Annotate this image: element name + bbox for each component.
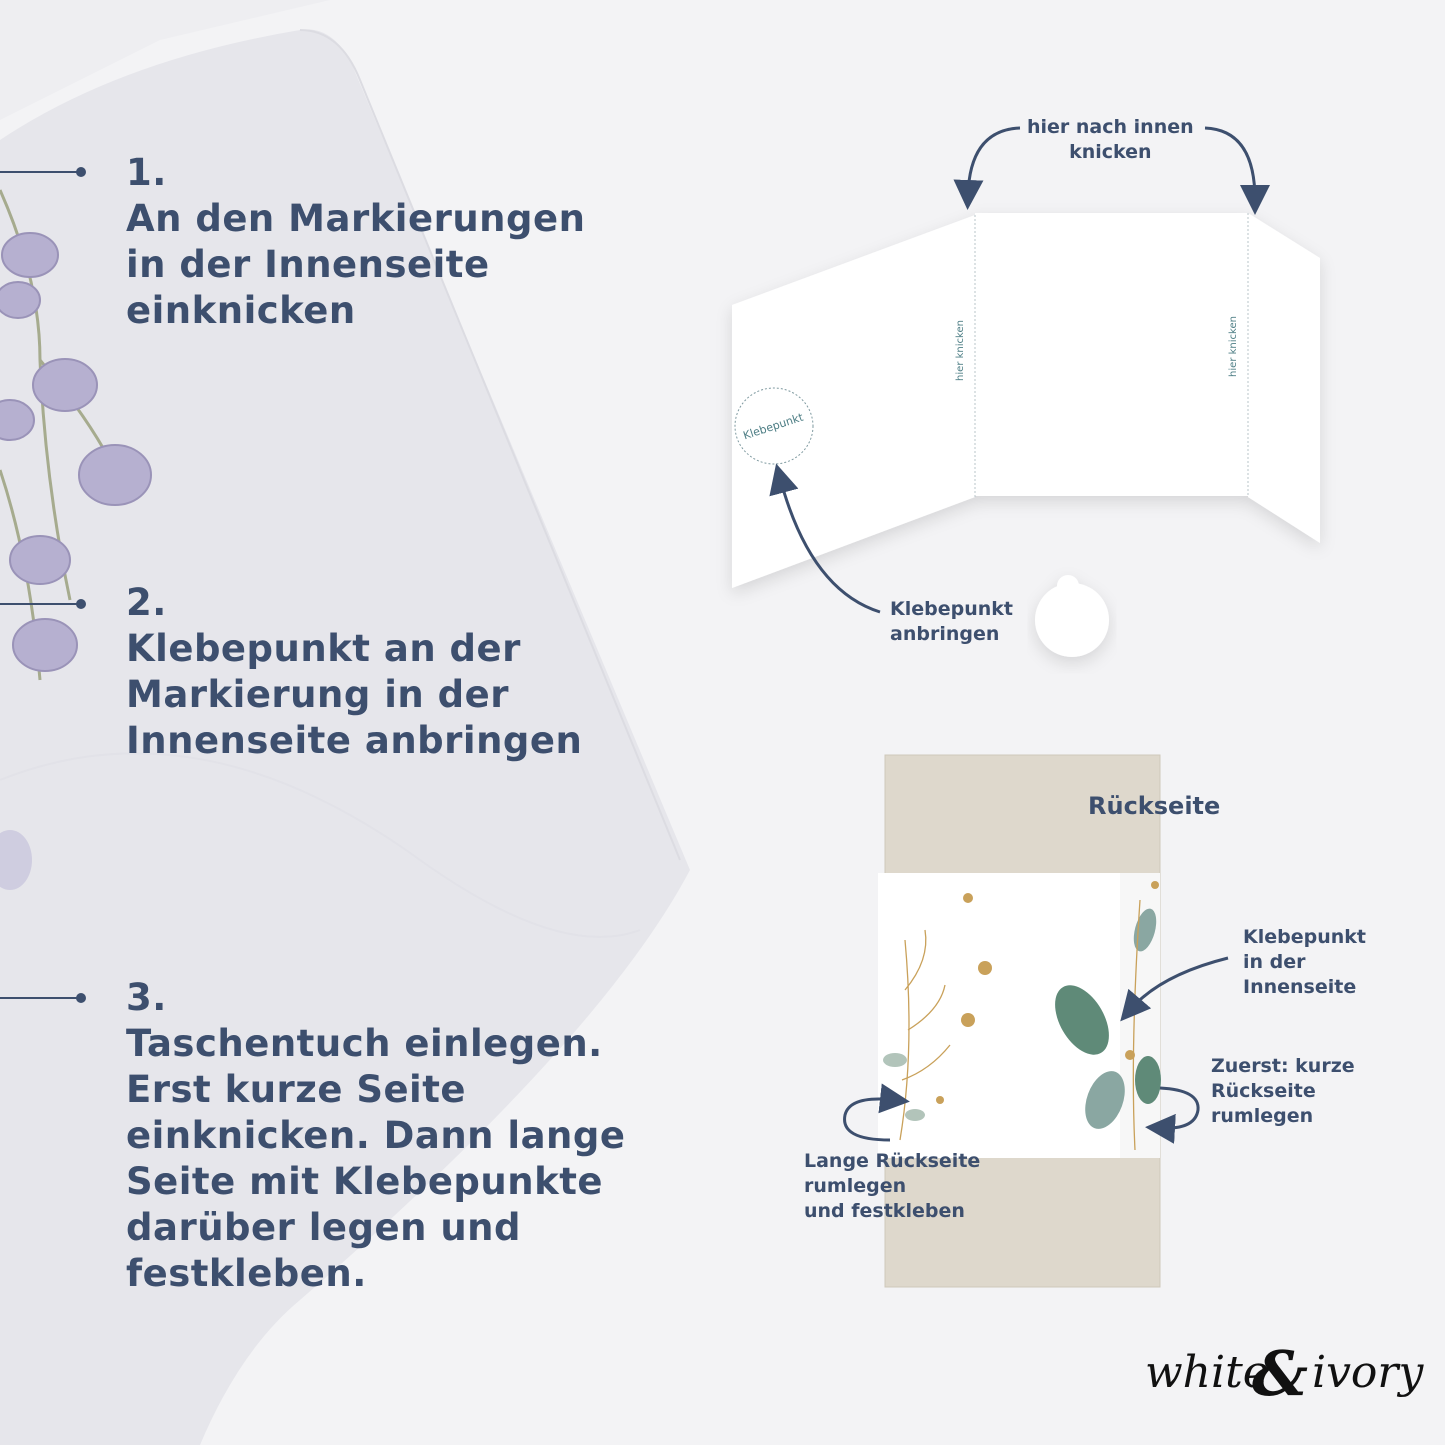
svg-text:&: &: [1252, 1337, 1308, 1410]
step-1-line-3: einknicken: [126, 289, 356, 332]
tissue-title: Rückseite: [1088, 792, 1221, 820]
brand-logo: [1140, 1325, 1425, 1420]
step-2-number: 2.: [126, 581, 167, 624]
fold-mark-label-right: hier knicken: [1227, 316, 1239, 377]
glue-circle-label: Klebepunkt: [741, 410, 805, 443]
note-glue-inside: [1243, 925, 1366, 1000]
step-2-line-3: Innenseite anbringen: [126, 719, 583, 762]
step-3-line-6: festkleben.: [126, 1252, 367, 1295]
note-short-side-line-3: rumlegen: [1211, 1105, 1314, 1127]
note-glue-inside-line-3: Innenseite: [1243, 976, 1357, 998]
svg-text:ivory: ivory: [1312, 1347, 1424, 1398]
glue-note-line-1: Klebepunkt: [890, 598, 1013, 620]
svg-text:white: white: [1145, 1347, 1269, 1398]
fold-note-line-2: knicken: [1069, 141, 1152, 163]
step-3-line-2: Erst kurze Seite: [126, 1068, 467, 1111]
note-glue-inside-line-2: in der: [1243, 951, 1306, 973]
note-glue-inside-line-1: Klebepunkt: [1243, 926, 1366, 948]
step-3-number: 3.: [126, 976, 167, 1019]
step-2-line-2: Markierung in der: [126, 673, 509, 716]
step-3-line-1: Taschentuch einlegen.: [126, 1022, 603, 1065]
fold-mark-label-left: hier knicken: [954, 320, 966, 381]
note-long-side-line-1: Lange Rückseite: [804, 1150, 981, 1172]
note-long-side-line-2: rumlegen: [804, 1175, 907, 1197]
fold-note-line-1: hier nach innen: [1027, 116, 1194, 138]
step-3-line-4: Seite mit Klebepunkte: [126, 1160, 603, 1203]
step-1-line-1: An den Markierungen: [126, 197, 586, 240]
note-long-side: [804, 1149, 980, 1224]
step-3-line-3: einknicken. Dann lange: [126, 1114, 626, 1157]
short-side-arrow: [1160, 1088, 1198, 1128]
note-short-side-line-1: Zuerst: kurze: [1211, 1055, 1355, 1077]
note-short-side: [1211, 1054, 1355, 1129]
note-long-side-line-3: und festkleben: [804, 1200, 965, 1222]
step-2-line-1: Klebepunkt an der: [126, 627, 521, 670]
glue-note-line-2: anbringen: [890, 623, 1000, 645]
step-1-number: 1.: [126, 151, 167, 194]
step-1-line-2: in der Innenseite: [126, 243, 490, 286]
step-3-line-5: darüber legen und: [126, 1206, 521, 1249]
note-short-side-line-2: Rückseite: [1211, 1080, 1316, 1102]
